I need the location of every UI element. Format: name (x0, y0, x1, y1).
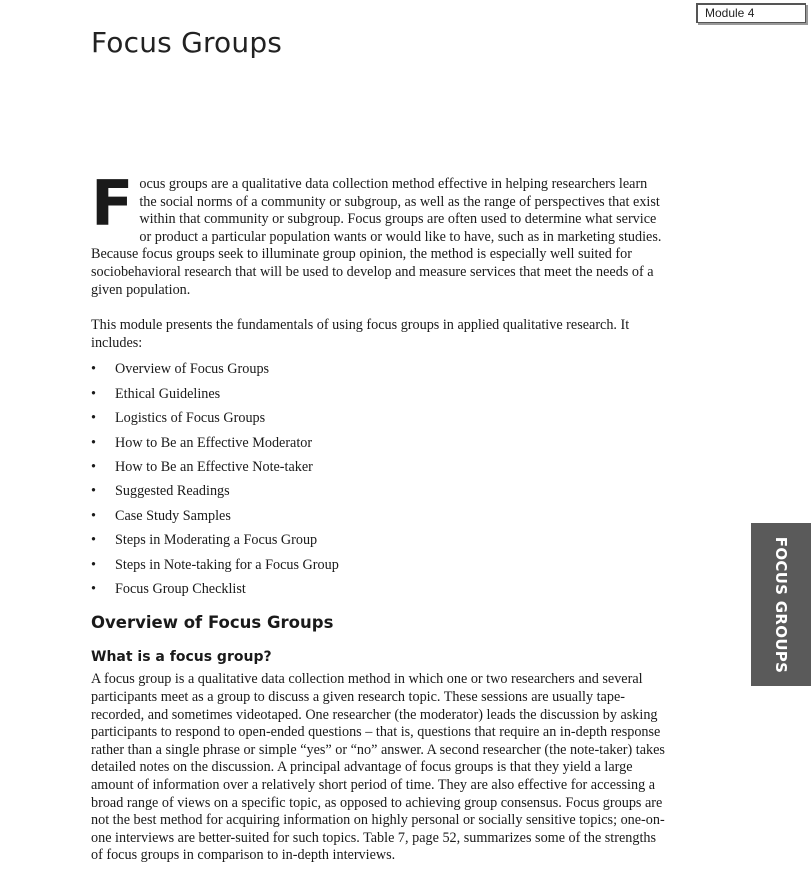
module-label: Module 4 (696, 3, 806, 23)
list-item: • Steps in Moderating a Focus Group (91, 528, 666, 552)
side-tab-label: FOCUS GROUPS (772, 536, 790, 673)
side-section-tab (751, 523, 811, 686)
list-item: • Steps in Note-taking for a Focus Group (91, 553, 666, 577)
list-item: • How to Be an Effective Moderator (91, 431, 666, 455)
intro-paragraph (91, 167, 666, 299)
list-item: • How to Be an Effective Note-taker (91, 455, 666, 479)
section-heading: Overview of Focus Groups (91, 613, 334, 633)
list-item: • Logistics of Focus Groups (91, 406, 666, 430)
subsection-heading: What is a focus group? (91, 649, 272, 666)
page-title: Focus Groups (91, 26, 283, 59)
list-item: • Ethical Guidelines (91, 382, 666, 406)
main-content (91, 167, 666, 865)
module-contents-list (91, 357, 666, 601)
module-intro: This module presents the fundamentals of using focus groups in applied qualitative research. It includes: (91, 317, 630, 351)
drop-cap: F (91, 167, 134, 240)
list-item: • Case Study Samples (91, 504, 666, 528)
list-item: • Focus Group Checklist (91, 577, 666, 601)
body-paragraph: A focus group is a qualitative data collection method in which one or two researchers and several participants meet as a group to discuss a given research topic. These sessions are usually tape-recorded, and sometimes videotaped. One researcher (the moderator) leads the discussion by asking participants to respond to open-ended questions – that is, questions that require an in-depth response rather than a single phrase or simple “yes” or “no” answer. A second researcher (the note-taker) takes detailed notes on the discussion. A principal advantage of focus groups is that they yield a large amount of information over a relatively short period of time. They are also effective for accessing a broad range of views on a specific topic, as opposed to achieving group consensus. Focus groups are not the best method for acquiring information on highly personal or socially sensitive topics; one-on-one interviews are better-suited for such topics. Table 7, page 52, summarizes some of the strengths of focus groups in comparison to in-depth interviews. (91, 671, 665, 864)
list-item: • Overview of Focus Groups (91, 357, 666, 381)
list-item: • Suggested Readings (91, 479, 666, 503)
intro-text: ocus groups are a qualitative data collection method effective in helping researchers learn the social norms of a community or subgroup, as well as the range of perspectives that exist within that community or subgroup. Focus groups are often used to determine what service or product a particular population wants or would like to have, such as in marketing studies. Because focus groups seek to illuminate group opinion, the method is especially well suited for sociobehavioral research that will be used to develop and measure services that meet the needs of a given population. (91, 176, 662, 298)
